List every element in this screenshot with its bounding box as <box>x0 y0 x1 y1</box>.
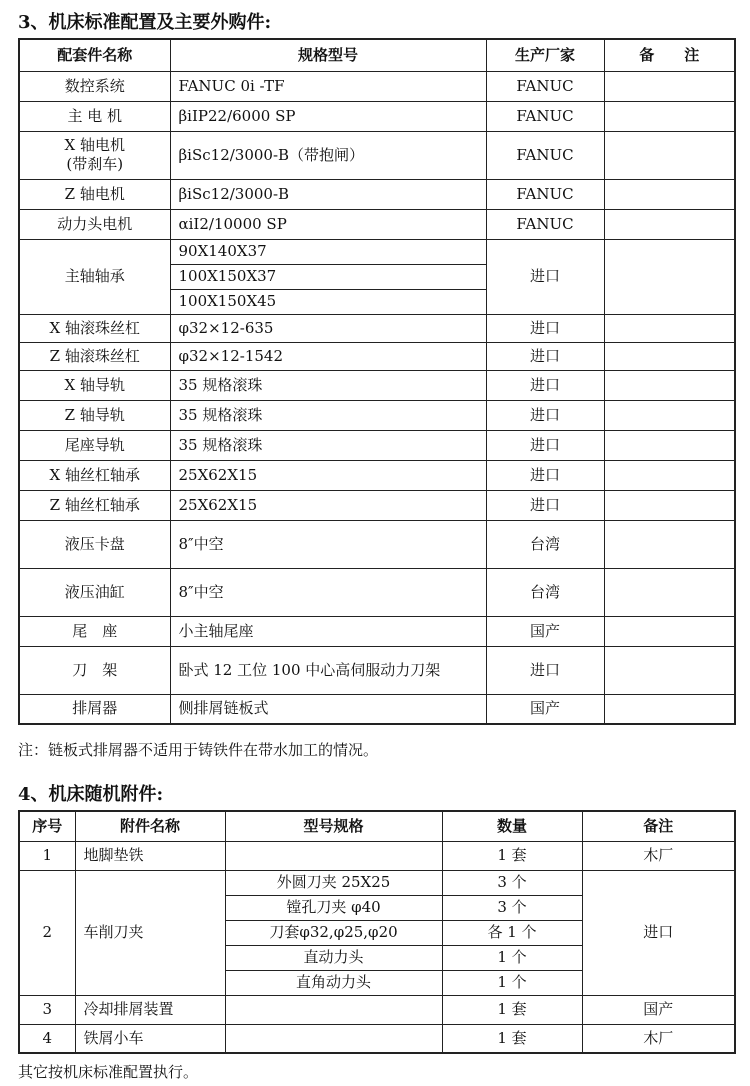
part-remark <box>604 209 735 239</box>
part-spec: αiI2/10000 SP <box>170 209 486 239</box>
table-row <box>19 616 735 646</box>
part-remark <box>604 520 735 568</box>
accessory-qty: 1 套 <box>442 841 582 870</box>
row-number: 2 <box>19 870 75 995</box>
part-name: 液压卡盘 <box>19 520 170 568</box>
part-maker: 进口 <box>486 460 604 490</box>
table-row <box>19 520 735 568</box>
section4-footer: 其它按机床标准配置执行。 <box>18 1063 199 1081</box>
accessory-remark: 国产 <box>582 995 735 1024</box>
part-name: Z 轴电机 <box>19 179 170 209</box>
accessory-name: 铁屑小车 <box>75 1024 225 1053</box>
part-remark <box>604 179 735 209</box>
part-spec: 小主轴尾座 <box>170 616 486 646</box>
part-spec: φ32×12-1542 <box>170 342 486 370</box>
accessory-qty: 1 套 <box>442 995 582 1024</box>
part-remark <box>604 400 735 430</box>
accessory-qty: 各 1 个 <box>442 920 582 945</box>
section3-title: 3、机床标准配置及主要外购件: <box>18 12 272 33</box>
header-model-spec: 型号规格 <box>225 811 442 841</box>
part-name: 排屑器 <box>19 694 170 724</box>
part-remark <box>604 616 735 646</box>
part-spec: βiSc12/3000-B <box>170 179 486 209</box>
part-spec: 8″中空 <box>170 568 486 616</box>
table-row <box>19 460 735 490</box>
accessory-spec: 刀套φ32,φ25,φ20 <box>225 920 442 945</box>
part-spec: 侧排屑链板式 <box>170 694 486 724</box>
header-quantity: 数量 <box>442 811 582 841</box>
part-name: 尾座导轨 <box>19 430 170 460</box>
part-remark <box>604 71 735 101</box>
part-spec: 100X150X45 <box>170 289 486 314</box>
accessories-table <box>18 810 736 1054</box>
part-remark <box>604 370 735 400</box>
part-maker: 国产 <box>486 694 604 724</box>
table-row <box>19 430 735 460</box>
accessory-remark: 木厂 <box>582 841 735 870</box>
part-name: Z 轴滚珠丝杠 <box>19 342 170 370</box>
part-maker: 进口 <box>486 370 604 400</box>
header-remark: 备 注 <box>604 39 735 71</box>
part-spec: 8″中空 <box>170 520 486 568</box>
part-maker: 进口 <box>486 239 604 314</box>
table-row <box>19 995 735 1024</box>
part-spec: 100X150X37 <box>170 264 486 289</box>
part-remark <box>604 646 735 694</box>
accessory-remark: 木厂 <box>582 1024 735 1053</box>
part-name: Z 轴丝杠轴承 <box>19 490 170 520</box>
part-spec: 35 规格滚珠 <box>170 370 486 400</box>
accessory-spec <box>225 1024 442 1053</box>
part-name: 液压油缸 <box>19 568 170 616</box>
part-maker: 台湾 <box>486 568 604 616</box>
table-row <box>19 342 735 370</box>
accessory-qty: 3 个 <box>442 895 582 920</box>
section3-note: 注：链板式排屑器不适用于铸铁件在带水加工的情况。 <box>18 741 379 759</box>
part-name: 主 电 机 <box>19 101 170 131</box>
part-remark <box>604 342 735 370</box>
section4-title: 4、机床随机附件: <box>18 784 164 805</box>
part-maker: FANUC <box>486 101 604 131</box>
part-maker: FANUC <box>486 71 604 101</box>
row-number: 4 <box>19 1024 75 1053</box>
accessory-spec: 直角动力头 <box>225 970 442 995</box>
table-row <box>19 694 735 724</box>
table-header-row <box>19 39 735 71</box>
part-maker: FANUC <box>486 209 604 239</box>
part-remark <box>604 101 735 131</box>
part-spec: βiSc12/3000-B（带抱闸） <box>170 131 486 179</box>
part-spec: φ32×12-635 <box>170 314 486 342</box>
part-name: X 轴电机 (带刹车) <box>19 131 170 179</box>
part-maker: 台湾 <box>486 520 604 568</box>
table-row <box>19 370 735 400</box>
part-maker: 进口 <box>486 646 604 694</box>
accessory-qty: 3 个 <box>442 870 582 895</box>
part-maker: FANUC <box>486 179 604 209</box>
part-name: X 轴丝杠轴承 <box>19 460 170 490</box>
accessory-spec <box>225 841 442 870</box>
part-spec: 35 规格滚珠 <box>170 400 486 430</box>
table-row <box>19 400 735 430</box>
accessory-qty: 1 个 <box>442 970 582 995</box>
part-remark <box>604 314 735 342</box>
row-number: 1 <box>19 841 75 870</box>
accessory-name: 地脚垫铁 <box>75 841 225 870</box>
part-spec: 90X140X37 <box>170 239 486 264</box>
accessory-spec <box>225 995 442 1024</box>
part-name: Z 轴导轨 <box>19 400 170 430</box>
table-row <box>19 646 735 694</box>
accessory-name: 车削刀夹 <box>75 870 225 995</box>
header-no: 序号 <box>19 811 75 841</box>
part-maker: 进口 <box>486 342 604 370</box>
part-maker: 进口 <box>486 314 604 342</box>
part-name: X 轴导轨 <box>19 370 170 400</box>
part-name: X 轴滚珠丝杠 <box>19 314 170 342</box>
part-maker: 进口 <box>486 490 604 520</box>
part-spec: βiIP22/6000 SP <box>170 101 486 131</box>
part-remark <box>604 694 735 724</box>
table-row <box>19 568 735 616</box>
part-name: 刀 架 <box>19 646 170 694</box>
part-spec: 35 规格滚珠 <box>170 430 486 460</box>
row-number: 3 <box>19 995 75 1024</box>
accessory-spec: 外圆刀夹 25X25 <box>225 870 442 895</box>
part-name: 主轴轴承 <box>19 239 170 314</box>
table-row <box>19 179 735 209</box>
part-spec: FANUC 0i -TF <box>170 71 486 101</box>
table-row <box>19 239 735 264</box>
part-remark <box>604 131 735 179</box>
header-remark: 备注 <box>582 811 735 841</box>
accessory-qty: 1 个 <box>442 945 582 970</box>
part-maker: 进口 <box>486 400 604 430</box>
part-name: 尾 座 <box>19 616 170 646</box>
accessory-spec: 镗孔刀夹 φ40 <box>225 895 442 920</box>
table-row <box>19 490 735 520</box>
table-row <box>19 1024 735 1053</box>
part-spec: 25X62X15 <box>170 460 486 490</box>
table-row <box>19 870 735 895</box>
table-row <box>19 841 735 870</box>
accessory-qty: 1 套 <box>442 1024 582 1053</box>
table-header-row <box>19 811 735 841</box>
header-spec: 规格型号 <box>170 39 486 71</box>
part-maker: 国产 <box>486 616 604 646</box>
part-remark <box>604 430 735 460</box>
accessory-name: 冷却排屑装置 <box>75 995 225 1024</box>
table-row <box>19 71 735 101</box>
table-row <box>19 101 735 131</box>
part-name: 数控系统 <box>19 71 170 101</box>
part-name: 动力头电机 <box>19 209 170 239</box>
standard-config-table <box>18 38 736 725</box>
header-part-name: 配套件名称 <box>19 39 170 71</box>
part-spec: 25X62X15 <box>170 490 486 520</box>
table-row <box>19 131 735 179</box>
part-remark <box>604 460 735 490</box>
header-maker: 生产厂家 <box>486 39 604 71</box>
part-remark <box>604 239 735 314</box>
table-row <box>19 209 735 239</box>
part-maker: 进口 <box>486 430 604 460</box>
part-spec: 卧式 12 工位 100 中心高伺服动力刀架 <box>170 646 486 694</box>
part-remark <box>604 490 735 520</box>
accessory-remark: 进口 <box>582 870 735 995</box>
accessory-spec: 直动力头 <box>225 945 442 970</box>
table-row <box>19 314 735 342</box>
part-remark <box>604 568 735 616</box>
part-maker: FANUC <box>486 131 604 179</box>
header-accessory-name: 附件名称 <box>75 811 225 841</box>
